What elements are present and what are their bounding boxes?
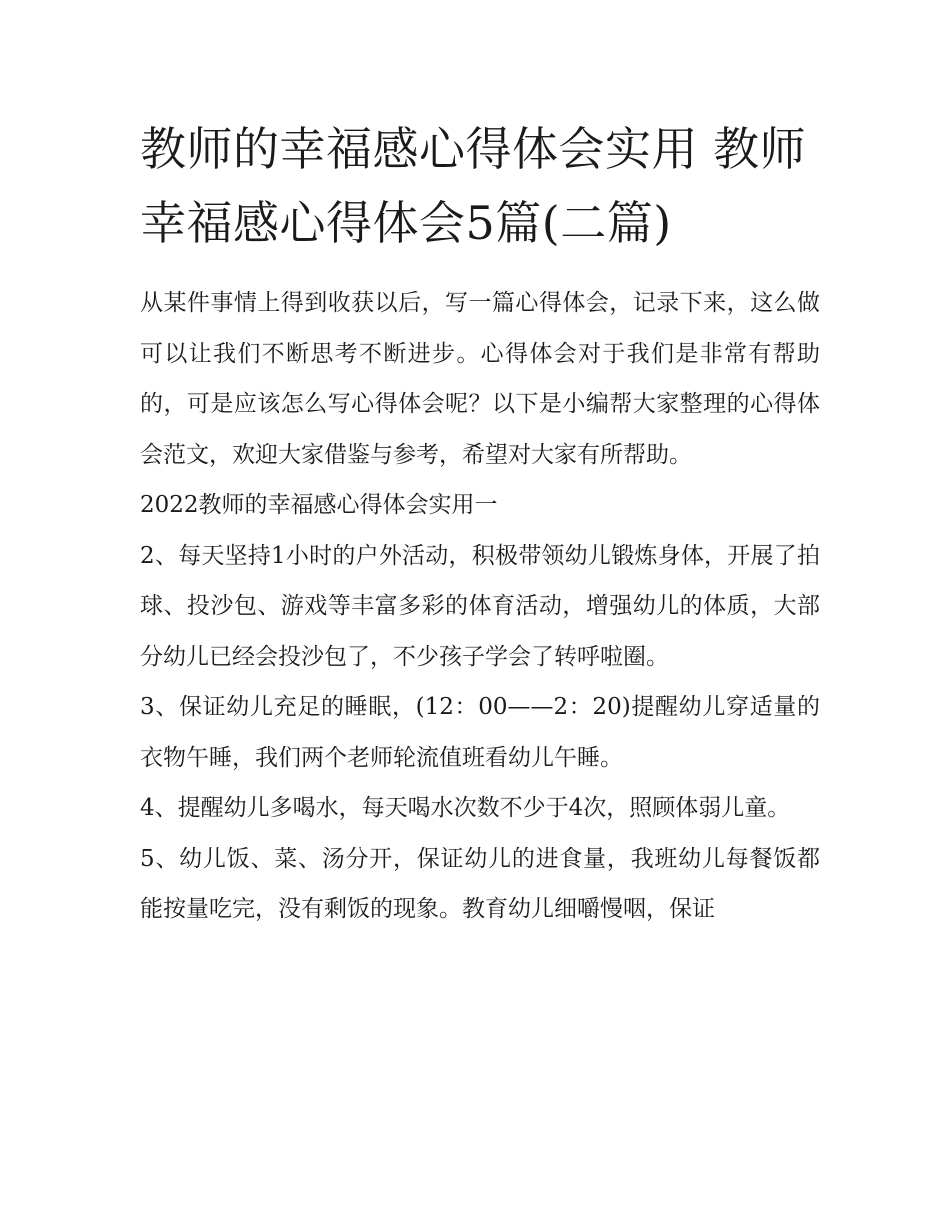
list-item: 5、幼儿饭、菜、汤分开，保证幼儿的进食量，我班幼儿每餐饭都能按量吃完，没有剩饭的现象。教育幼儿细嚼慢咽，保证 bbox=[140, 845, 820, 922]
intro-paragraph: 从某件事情上得到收获以后，写一篇心得体会，记录下来，这么做可以让我们不断思考不断进步。心得体会对于我们是非常有帮助的，可是应该怎么写心得体会呢？以下是小编帮大家整理的心得体会范文，欢迎大家借鉴与参考，希望对大家有所帮助。 bbox=[140, 290, 820, 468]
document-title: 教师的幸福感心得体会实用 教师幸福感心得体会5篇(二篇) bbox=[140, 122, 807, 250]
list-item: 2、每天坚持1小时的户外活动，积极带领幼儿锻炼身体，开展了拍球、投沙包、游戏等丰富多彩的体育活动，增强幼儿的体质，大部分幼儿已经会投沙包了，不少孩子学会了转呼啦圈。 bbox=[140, 542, 820, 670]
list-item: 4、提醒幼儿多喝水，每天喝水次数不少于4次，照顾体弱儿童。 bbox=[140, 795, 791, 821]
document-body bbox=[140, 278, 820, 935]
list-item: 3、保证幼儿充足的睡眠，(12：00——2：20)提醒幼儿穿适量的衣物午睡，我们两个老师轮流值班看幼儿午睡。 bbox=[140, 694, 820, 771]
section-heading: 2022教师的幸福感心得体会实用一 bbox=[140, 492, 498, 518]
